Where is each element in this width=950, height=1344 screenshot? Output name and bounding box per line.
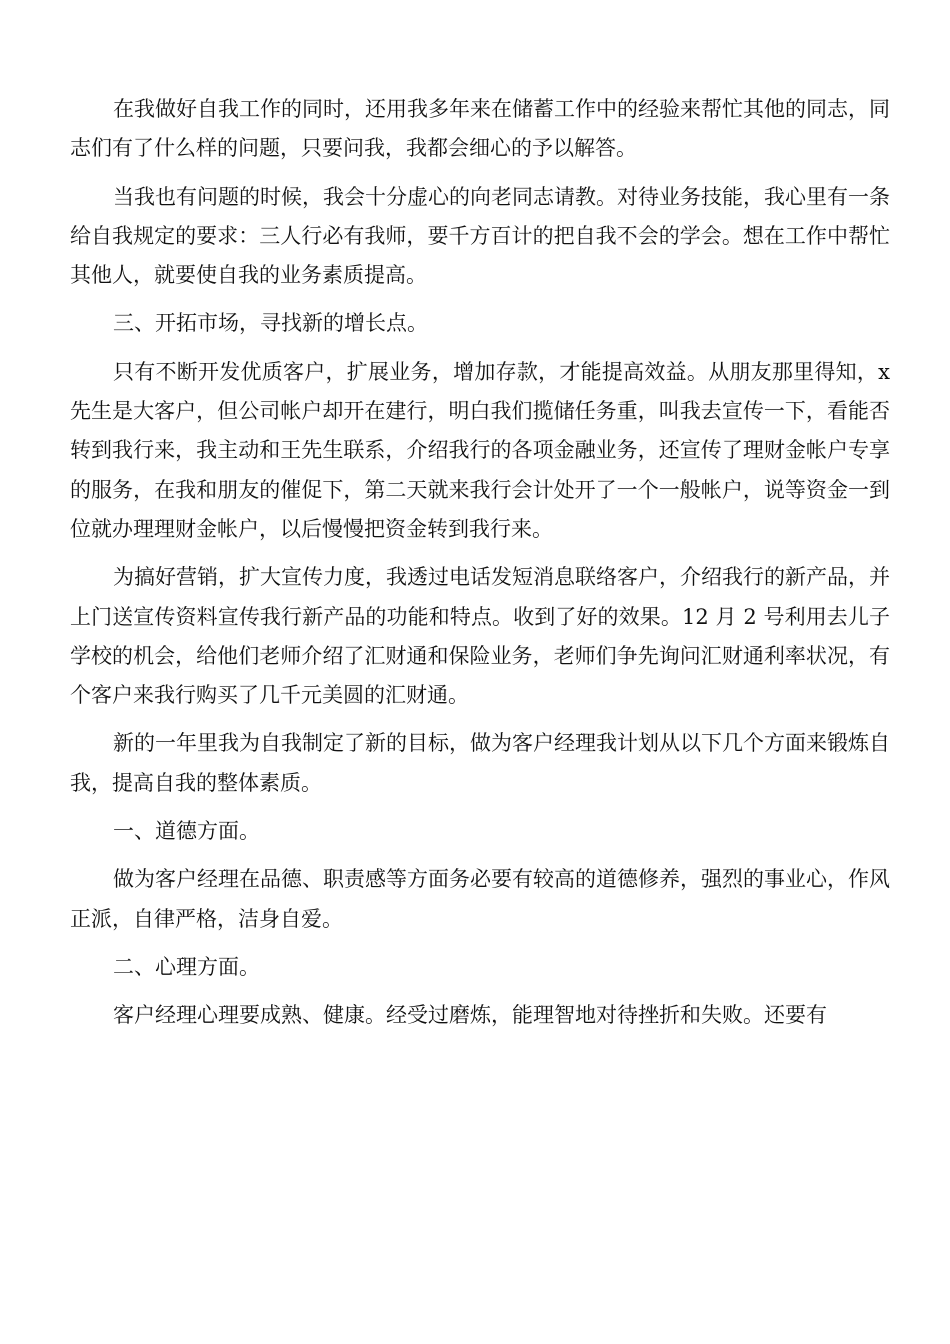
paragraph-10: 客户经理心理要成熟、健康。经受过磨炼，能理智地对待挫折和失败。还要有 xyxy=(113,1003,827,1028)
paragraph-4: 只有不断开发优质客户，扩展业务，增加存款，才能提高效益。从朋友那里得知，x 先生是大客户，但公司帐户却开在建行，明白我们揽储任务重，叫我去宣传一下，看能否转到我行来，我主动和王先生联系，介绍我行的各项金融业务，还宣传了理财金帐户专享的服务，在我和朋友的催促下，第二天就来我行会计处开了一个一般帐户，说等资金一到位就办理理财金帐户，以后慢慢把资金转到我行来。 xyxy=(70,359,890,541)
paragraph-8: 做为客户经理在品德、职责感等方面务必要有较高的道德修养，强烈的事业心，作风正派，自律严格，洁身自爱。 xyxy=(70,867,890,931)
paragraph-6: 新的一年里我为自我制定了新的目标，做为客户经理我计划从以下几个方面来锻炼自我，提高自我的整体素质。 xyxy=(70,731,890,795)
section-heading-psychology: 二、心理方面。 xyxy=(113,954,260,979)
paragraph-1: 在我做好自我工作的同时，还用我多年来在储蓄工作中的经验来帮忙其他的同志，同志们有了什么样的问题，只要问我，我都会细心的予以解答。 xyxy=(70,97,890,161)
section-heading-market: 三、开拓市场，寻找新的增长点。 xyxy=(113,311,428,336)
paragraph-5: 为搞好营销，扩大宣传力度，我透过电话发短消息联络客户，介绍我行的新产品，并上门送宣传资料宣传我行新产品的功能和特点。收到了好的效果。12 月 2 号利用去儿子学校的机会，给他们老师介绍了汇财通和保险业务，老师们争先询问汇财通利率状况，有个客户来我行购买了几千元美圆的汇财通。 xyxy=(70,565,890,708)
paragraph-2: 当我也有问题的时候，我会十分虚心的向老同志请教。对待业务技能，我心里有一条给自我规定的要求：三人行必有我师，要千方百计的把自我不会的学会。想在工作中帮忙其他人，就要使自我的业务素质提高。 xyxy=(70,184,890,288)
document-page xyxy=(70,90,890,1045)
section-heading-morality: 一、道德方面。 xyxy=(113,819,260,844)
